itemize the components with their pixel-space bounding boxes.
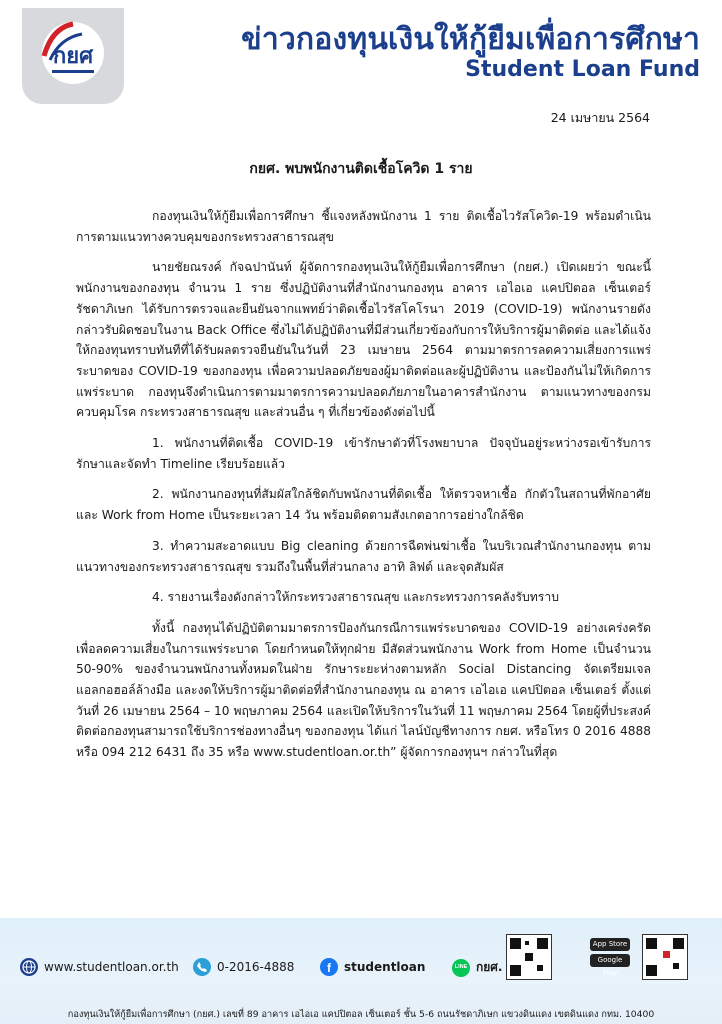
footer-facebook[interactable]: [320, 958, 425, 976]
list-item: 1. พนักงานที่ติดเชื้อ COVID-19 เข้ารักษาตัวที่โรงพยาบาล ปัจจุบันอยู่ระหว่างรอเข้ารับการรักษาและจัดทำ Timeline เรียบร้อยแล้ว: [76, 436, 651, 471]
list-item: 4. รายงานเรื่องดังกล่าวให้กระทรวงสาธารณสุข และกระทรวงการคลังรับทราบ: [152, 590, 559, 605]
facebook-text: studentloan: [344, 960, 426, 974]
phone-text: 0-2016-4888: [217, 960, 295, 974]
footer-line[interactable]: [452, 958, 502, 977]
line-text: กยศ.: [476, 960, 503, 974]
line-icon-label: LINE: [454, 963, 468, 970]
header-title-thai: ข่าวกองทุนเงินให้กู้ยืมเพื่อการศึกษา: [241, 22, 700, 57]
closing-paragraph: ทั้งนี้ กองทุนได้ปฏิบัติตามมาตรการป้องกันกรณีการแพร่ระบาดของ COVID-19 อย่างเคร่งครัด เพื่อลดความเสี่ยงในการแพร่ระบาด โดยกำหนดให้ทุกฝ่าย มีสัดส่วนพนักงาน Work from Home เป็นจำนวน 50-90% ของจำนวนพนักงานทั้งหมดในฝ่าย รักษาระยะห่างตามหลัก Social Distancing จัดเตรียมเจลแอลกอฮอล์ล้างมือ และงดให้บริการผู้มาติดต่อที่สำนักงานกองทุน ณ อาคาร เอไอเอ แคปปิตอล เซ็นเตอร์ ตั้งแต่วันที่ 26 เมษายน 2564 – 10 พฤษภาคม 2564 และเปิดให้บริการในวันที่ 11 พฤษภาคม 2564 โดยผู้ที่ประสงค์ติดต่อกองทุนสามารถใช้บริการช่องทางอื่นๆ ของกองทุน ได้แก่ ไลน์บัญชีทางการ กยศ. หรือโทร 0 2016 4888 หรือ 094 212 6431 ถึง 35 หรือ www.studentloan.or.th” ผู้จัดการกองทุนฯ กล่าวในที่สุด: [76, 620, 651, 760]
news-headline: กยศ. พบพนักงานติดเชื้อโควิด 1 ราย: [249, 161, 473, 177]
footer-phone[interactable]: [193, 958, 294, 976]
facebook-icon: [320, 958, 338, 976]
app-store-badge[interactable]: App Store: [590, 938, 630, 951]
svg-text:f: f: [327, 961, 331, 975]
list-item: 3. ทำความสะอาดแบบ Big cleaning ด้วยการฉีดพ่นฆ่าเชื้อ ในบริเวณสำนักงานกองทุน ตามแนวทางของกระทรวงสาธารณสุข รวมถึงในพื้นที่ส่วนกลาง อาทิ ลิฟต์ และจุดสัมผัส: [76, 538, 651, 574]
footer-address: กองทุนเงินให้กู้ยืมเพื่อการศึกษา (กยศ.) เลขที่ 89 อาคาร เอไอเอ แคปปิตอล เซ็นเตอร์ ชั้น 5-6 ถนนรัชดาภิเษก แขวงดินแดง เขตดินแดง กทม. 10400: [67, 1009, 655, 1020]
svg-text:กยศ: กยศ: [52, 43, 94, 68]
release-date: 24 เมษายน 2564: [550, 110, 650, 125]
globe-icon: [20, 958, 38, 976]
intro-paragraph: กองทุนเงินให้กู้ยืมเพื่อการศึกษา ชี้แจงหลังพนักงาน 1 ราย ติดเชื้อไวรัสโควิด-19 พร้อมดำเนินการตามแนวทางควบคุมของกระทรวงสาธารณสุข: [76, 209, 651, 244]
student-loan-fund-logo: [22, 8, 124, 104]
phone-icon: [193, 958, 211, 976]
line-icon: [452, 959, 470, 977]
qr-code-app: [642, 934, 688, 980]
footer-bar: [0, 918, 722, 1024]
logo-badge: [22, 8, 124, 104]
footer-website[interactable]: [20, 958, 179, 976]
list-item: 2. พนักงานกองทุนที่สัมผัสใกล้ชิดกับพนักงานที่ติดเชื้อ ให้ตรวจหาเชื้อ กักตัวในสถานที่พักอาศัย และ Work from Home เป็นระยะเวลา 14 วัน พร้อมติดตามสังเกตอาการอย่างใกล้ชิด: [76, 487, 651, 523]
article-body: [76, 206, 651, 773]
google-play-badge[interactable]: Google Play: [590, 954, 630, 967]
main-paragraph: นายชัยณรงค์ กัจฉปานันท์ ผู้จัดการกองทุนเงินให้กู้ยืมเพื่อการศึกษา (กยศ.) เปิดเผยว่า ขณะนี้พนักงานของกองทุน จำนวน 1 ราย ซึ่งปฏิบัติงานที่สำนักงานกองทุน อาคาร เอไอเอ แคปปิตอล เซ็นเตอร์ รัชดาภิเษก ได้รับการตรวจและยืนยันจากแพทย์ว่าติดเชื้อไวรัสโคโรนา 2019 (COVID-19) พนักงานรายดังกล่าวรับผิดชอบในงาน Back Office ซึ่งไม่ได้ปฏิบัติงานที่มีส่วนเกี่ยวข้องกับการให้บริการผู้มาติดต่อ และได้แจ้งให้กองทุนทราบทันทีที่ได้รับผลตรวจยืนยันในวันที่ 23 เมษายน 2564 ตามมาตรการลดความเสี่ยงการแพร่ระบาดของ COVID-19 ของกองทุน เพื่อความปลอดภัยของผู้มาติดต่อและผู้ปฏิบัติงาน และป้องกันไม่ให้เกิดการแพร่ระบาด กองทุนจึงดำเนินการตามมาตรการความปลอดภัยภายในอาคารสำนักงาน ตามแนวทางของกรมควบคุมโรค กระทรวงสาธารณสุข และส่วนอื่น ๆ ที่เกี่ยวข้องดังต่อไปนี้: [76, 260, 651, 420]
header-title-english: Student Loan Fund: [465, 57, 700, 82]
qr-code-line: [506, 934, 552, 980]
website-text: www.studentloan.or.th: [44, 960, 179, 974]
